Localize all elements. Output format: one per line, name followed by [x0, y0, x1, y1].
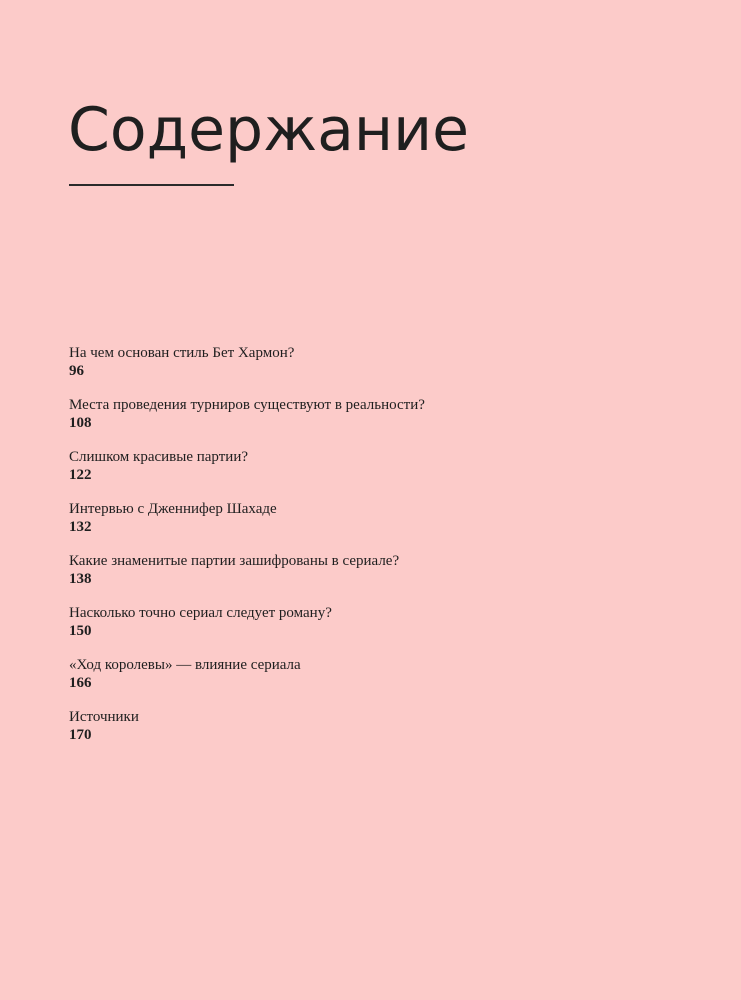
toc-entry-page-number: 96 [69, 363, 84, 379]
toc-entry-title: Источники [69, 709, 139, 725]
toc-entry[interactable] [69, 708, 689, 760]
toc-entry-title: Насколько точно сериал следует роману? [69, 605, 332, 621]
toc-entry[interactable] [69, 396, 689, 448]
toc-entry-title: Какие знаменитые партии зашифрованы в сериале? [69, 553, 400, 569]
toc-entry-page-number: 122 [69, 467, 92, 483]
toc-entry-page-number: 170 [69, 727, 92, 743]
toc-entry-page-number: 108 [69, 415, 92, 431]
toc-entry-title: Места проведения турниров существуют в реальности? [69, 397, 425, 413]
toc-entry-page-number: 138 [69, 571, 92, 587]
toc-entry-page-number: 150 [69, 623, 92, 639]
toc-entry[interactable] [69, 448, 689, 500]
toc-entry-title: Интервью с Дженнифер Шахаде [69, 501, 277, 517]
toc-entry-title: На чем основан стиль Бет Хармон? [69, 345, 295, 361]
toc-entry[interactable] [69, 500, 689, 552]
toc-entry[interactable] [69, 552, 689, 604]
table-of-contents [69, 344, 689, 760]
toc-entry[interactable] [69, 604, 689, 656]
page-title: Содержание [68, 95, 470, 165]
toc-entry[interactable] [69, 344, 689, 396]
toc-entry-page-number: 132 [69, 519, 92, 535]
toc-entry-page-number: 166 [69, 675, 92, 691]
toc-entry[interactable] [69, 656, 689, 708]
title-underline [69, 184, 234, 186]
toc-entry-title: Слишком красивые партии? [69, 449, 249, 465]
toc-entry-title: «Ход королевы» — влияние сериала [69, 657, 301, 673]
